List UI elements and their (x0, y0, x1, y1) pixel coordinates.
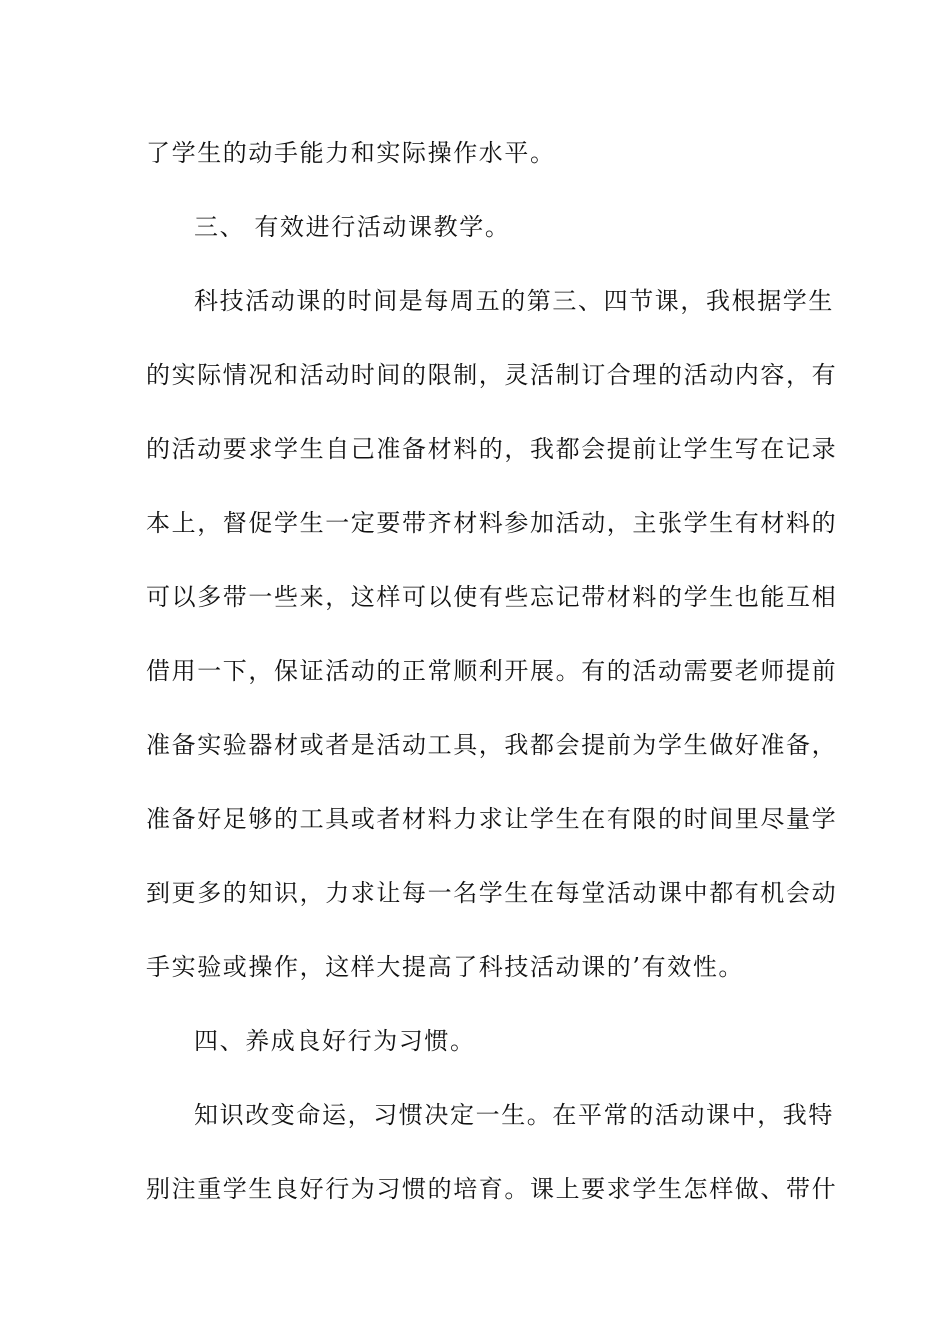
paragraph-line: 科技活动课的时间是每周五的第三、四节课，我根据学生 (194, 287, 834, 315)
paragraph-line: 准备好足够的工具或者材料力求让学生在有限的时间里尽量学 (146, 805, 838, 833)
paragraph-line: 本上，督促学生一定要带齐材料参加活动，主张学生有材料的 (146, 509, 838, 537)
paragraph-line: 了学生的动手能力和实际操作水平。 (146, 139, 556, 167)
paragraph-line: 准备实验器材或者是活动工具，我都会提前为学生做好准备， (146, 731, 838, 759)
paragraph-line: 到更多的知识，力求让每一名学生在每堂活动课中都有机会动 (146, 879, 838, 907)
section-heading: 四、养成良好行为习惯。 (194, 1027, 476, 1055)
section-heading: 三、 有效进行活动课教学。 (194, 213, 511, 241)
paragraph-line: 的活动要求学生自己准备材料的，我都会提前让学生写在记录 (146, 435, 838, 463)
paragraph-line: 知识改变命运，习惯决定一生。在平常的活动课中，我特 (194, 1101, 834, 1129)
paragraph-line: 可以多带一些来，这样可以使有些忘记带材料的学生也能互相 (146, 583, 838, 611)
paragraph-line: 手实验或操作，这样大提高了科技活动课的’有效性。 (146, 953, 745, 981)
paragraph-line: 的实际情况和活动时间的限制，灵活制订合理的活动内容，有 (146, 361, 838, 389)
paragraph-line: 别注重学生良好行为习惯的培育。课上要求学生怎样做、带什 (146, 1175, 838, 1203)
paragraph-line: 借用一下，保证活动的正常顺利开展。有的活动需要老师提前 (146, 657, 838, 685)
